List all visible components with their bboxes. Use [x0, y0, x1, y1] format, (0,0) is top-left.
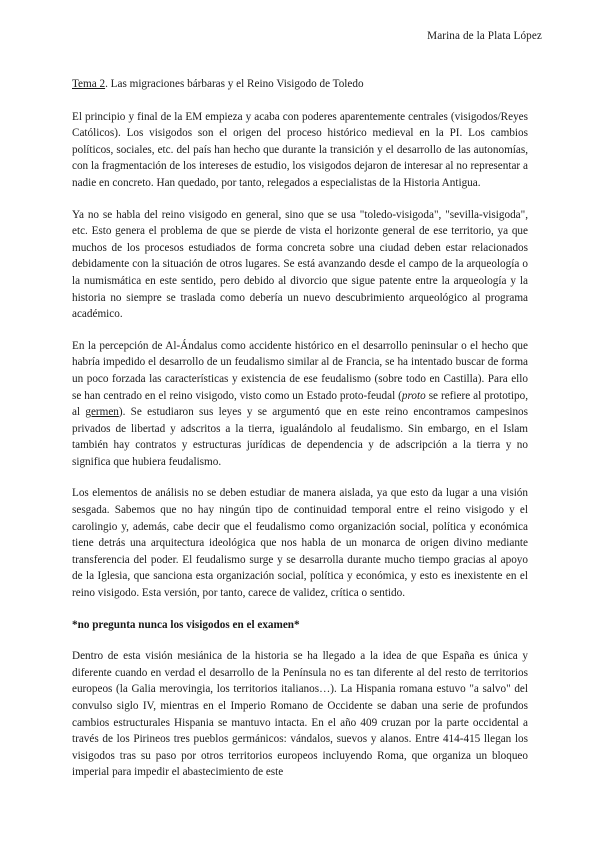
paragraph-3-part-b: se refiere al prototipo, al — [72, 389, 528, 419]
document-body — [72, 76, 528, 796]
section-title — [72, 76, 528, 93]
paragraph-3-part-c: ). Se estudiaron sus leyes y se argumentó que en este reino encontramos campesinos privados de libertad y adscritos a la tierra, igualándolo al feudalismo. Sin embargo, en el Islam también hay contratos y estructuras jurídicas de dependencia y de adscripción a la tierra y no significa que hubiera feudalismo. — [72, 406, 528, 468]
paragraph-1: El principio y final de la EM empieza y acaba con poderes aparentemente centrales (visigodos/Reyes Católicos). Los visigodos son el origen del proceso histórico medieval en la PI. Los cambios políticos, sociales, etc. del país han hecho que durante la transición y el desarrollo de las autonomías, con la fragmentación de los intereses de estudio, los visigodos dejaron de interesar al no representar a nadie en concreto. Han quedado, por tanto, relegados a especialistas de la Historia Antigua. — [72, 110, 528, 189]
section-title-text: . Las migraciones bárbaras y el Reino Visigodo de Toledo — [105, 78, 364, 90]
author-name: Marina de la Plata López — [427, 30, 542, 42]
paragraph-5: Dentro de esta visión mesiánica de la historia se ha llegado a la idea de que España es única y diferente cuando en verdad el desarrollo de la Península no es tan diferente al del resto de territorios europeos (la Galia merovingia, los territorios italianos…). La Hispania romana estuvo "a salvo" del convulso siglo IV, mientras en el Imperio Romano de Occidente se daban una serie de profundos cambios estructurales Hispania se mantuvo intacta. En el año 409 cruzan por la parte occidental a través de los Pirineos tres pueblos germánicos: vándalos, suevos y alanos. Entre 414-415 llegan los visigodos tras su paso por otros territorios europeos incluyendo Roma, que organiza un bloqueo imperial para impedir el abastecimiento de este — [72, 650, 528, 779]
section-number: Tema 2 — [72, 78, 106, 90]
exam-note: *no pregunta nunca los visigodos en el examen* — [72, 618, 300, 631]
paragraph-2: Ya no se habla del reino visigodo en general, sino que se usa "toledo-visigoda", "sevilla-visigoda", etc. Esto genera el problema de que se pierde de vista el horizonte general de ese territorio, ya que muchos de los procesos estudiados de forma concreta sobre una ciudad deben estar relacionados debidamente con la situación de otros lugares. Se está avanzando desde el campo de la arqueología o la numismática en este sentido, pero debido al divorcio que sigue patente entre la arqueología y la historia no siempre se traslada como debería un nuevo descubrimiento arqueológico al programa académico. — [72, 208, 528, 321]
paragraph-4: Los elementos de análisis no se deben estudiar de manera aislada, ya que esto da lugar a una visión sesgada. Sabemos que no hay ningún tipo de continuidad temporal entre el reino visigodo y el carolingio y, además, cabe decir que el feudalismo como organización social, política y económica tiene detrás una arquitectura ideológica que nos habla de un monarca de origen divino mediante transferencia del poder. El feudalismo surge y se desarrolla durante mucho tiempo gracias al apoyo de la Iglesia, que sanciona esta organización social, política y económica, y esto es inexistente en el reino visigodo. Esta versión, por tanto, carece de validez, crítica o sentido. — [72, 487, 528, 600]
underlined-term-germen: germen — [85, 406, 119, 419]
paragraph-3-part-a: En la percepción de Al-Ándalus como accidente histórico en el desarrollo peninsular o el hecho que habría impedido el desarrollo de un feudalismo similar al de Francia, se ha intentado buscar de forma un poco forzada las características y existencia de ese feudalismo (sobre todo en Castilla). Para ello se han centrado en el reino visigodo, visto como un Estado proto-feudal ( — [72, 339, 528, 402]
paragraph-3 — [72, 338, 528, 471]
italic-term-proto: proto — [401, 389, 426, 402]
